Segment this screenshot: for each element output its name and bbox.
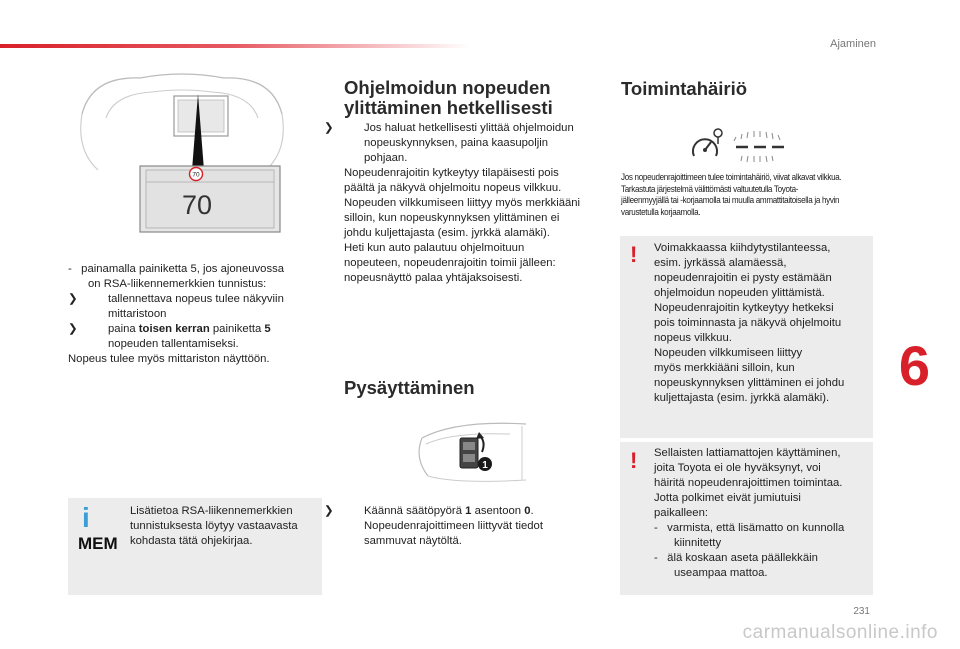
- heading-malfunction: Toimintahäiriö: [621, 78, 748, 99]
- bullet-line: ❯ Jos haluat hetkellisesti ylittää ohjelmoidun: [324, 122, 574, 134]
- malfunction-text: Jos nopeudenrajoittimeen tulee toimintahäiriö, viivat alkavat vilkkua. Tarkastuta järjestelmä välittömästi valtuutetulla Toyota- jälleenmyyjällä tai -korjaamolla tai muulla ammattitaitoisella ja hyvin varustetulla korjaamolla.: [621, 172, 842, 217]
- chapter-number: 6: [898, 334, 930, 397]
- override-text: ❯ Jos haluat hetkellisesti ylittää ohjelmoidun nopeuskynnyksen, paina kaasupoljin pohjaan. Nopeudenrajoitin kytkeytyy tilapäisesti pois päältä ja näkyvä ohjelmoitu nopeus vilkkuu. Nopeuden vilkkumiseen liittyy myös merkkiääni silloin, kun nopeuskynnyksen ylittäminen ei johdu kuljettajasta (esim. jyrkkä alamäki). Heti kun auto palautuu ohjelmoituun nopeuteen, nopeudenrajoitin toimii jälleen: nopeusnäyttö palaa yhtäjaksoisesti.: [344, 121, 606, 286]
- instruction-line: on RSA-liikennemerkkien tunnistus:: [88, 278, 267, 290]
- mem-label: MEM: [78, 534, 118, 553]
- page-number: 231: [853, 606, 870, 617]
- memorize-instructions: [68, 262, 318, 367]
- info-box: [68, 498, 322, 595]
- info-icon: i: [82, 502, 90, 533]
- warning-text: Voimakkaassa kiihdytystilanteessa, esim. jyrkässä alamäessä, nopeudenrajoitin ei pysty estämään ohjelmoidun nopeuden ylittämistä. Nopeudenrajoitin kytkeytyy hetkeksi pois toiminnasta ja näkyvä ohjelmoitu nopeus vilkkuu. Nopeuden vilkkumiseen liittyy myös merkkiääni silloin, kun nopeuskynnyksen ylittäminen ei johdu kuljettajasta (esim. jyrkkä alamäki).: [654, 242, 845, 404]
- instrument-cluster-illustration: [62, 70, 302, 245]
- info-text: Lisätietoa RSA-liikennemerkkien tunnistuksesta löytyy vastaavasta kohdasta tätä ohjekirjaa.: [130, 505, 298, 547]
- bullet-line: ❯ Käännä säätöpyörä 1 asentoon 0.: [324, 505, 534, 517]
- instruction-line: mittaristoon: [108, 308, 167, 320]
- instruction-line: nopeuden tallentamiseksi.: [108, 338, 239, 350]
- bullet-arrow-icon: ❯: [68, 323, 78, 335]
- warning-text: Sellaisten lattiamattojen käyttäminen, joita Toyota ei ole hyväksynyt, voi häiritä nopeudenrajoittimen toimintaa. Jotta polkimet eivät jumiutuisi paikalleen: - varmista, että lisämatto on kunnolla kiinnitetty - älä koskaan aseta päällekkäin useampaa mattoa.: [654, 447, 845, 579]
- warning-exclamation-icon: !: [630, 242, 638, 267]
- malfunction-display-icon: [686, 126, 796, 166]
- instruction-line: - painamalla painiketta 5, jos ajoneuvossa: [68, 263, 285, 275]
- heading-stopping: Pysäyttäminen: [344, 377, 475, 398]
- display-speed-value: 70: [181, 190, 213, 220]
- instruction-line: ❯ paina toisen kerran painiketta 5: [68, 323, 271, 335]
- speed-sign-value: 70: [192, 171, 200, 179]
- bullet-arrow-icon: ❯: [324, 505, 334, 517]
- callout-number: 1: [482, 460, 488, 471]
- instruction-line: ❯ tallennettava nopeus tulee näkyviin: [68, 293, 284, 305]
- heading-temporary-override: Ohjelmoidun nopeuden ylittäminen hetkellisesti: [344, 77, 553, 118]
- bullet-arrow-icon: ❯: [324, 122, 334, 134]
- steering-wheel-control-illustration: [416, 418, 534, 488]
- stop-instructions: ❯ Käännä säätöpyörä 1 asentoon 0. Nopeudenrajoittimeen liittyvät tiedot sammuvat näytöltä.: [344, 504, 606, 549]
- instruction-line: Nopeus tulee myös mittariston näyttöön.: [68, 353, 270, 365]
- warning-box-acceleration: [620, 236, 873, 438]
- warning-box-floor-mats: [620, 442, 873, 595]
- warning-exclamation-icon: !: [630, 448, 638, 473]
- header-accent-bar: [0, 44, 470, 48]
- bullet-arrow-icon: ❯: [68, 293, 78, 305]
- watermark: carmanualsonline.info: [742, 622, 938, 643]
- section-name: Ajaminen: [830, 38, 876, 50]
